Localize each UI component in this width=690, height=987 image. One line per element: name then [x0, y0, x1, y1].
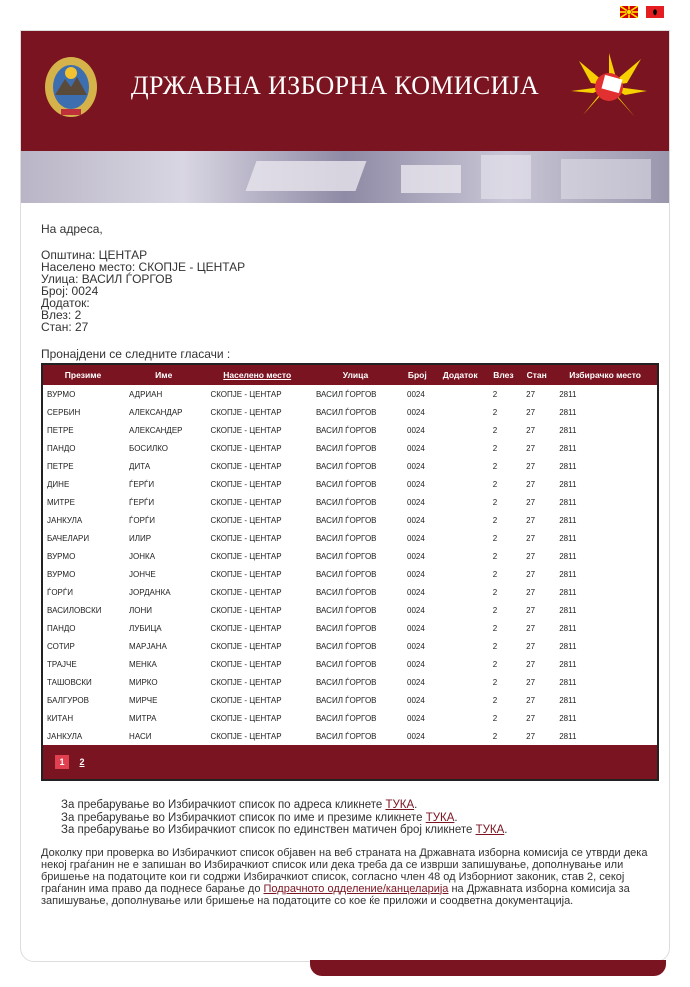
table-row	[43, 475, 657, 493]
table-cell: 0024	[401, 493, 434, 511]
table-cell: 0024	[401, 709, 434, 727]
table-cell	[434, 457, 487, 475]
search-by-address: За пребарување во Избирачкиот список по адреса кликнете ТУКА.	[61, 799, 418, 811]
table-cell	[434, 475, 487, 493]
table-cell: ВУРМО	[43, 385, 123, 403]
search-by-address-link[interactable]: ТУКА	[385, 799, 415, 811]
table-row	[43, 529, 657, 547]
table-cell: 0024	[401, 619, 434, 637]
table-cell: 2	[487, 511, 520, 529]
table-cell: 27	[520, 385, 553, 403]
table-cell: 2	[487, 439, 520, 457]
table-cell: 2811	[553, 601, 657, 619]
table-cell: ПЕТРЕ	[43, 421, 123, 439]
table-cell	[434, 493, 487, 511]
table-cell: МИТРА	[123, 709, 204, 727]
table-cell: СКОПЈЕ - ЦЕНТАР	[204, 673, 310, 691]
table-cell: 27	[520, 547, 553, 565]
voters-table-container	[41, 363, 659, 781]
table-cell: 2811	[553, 637, 657, 655]
search-by-name: За пребарување во Избирачкиот список по име и презиме кликнете ТУКА.	[61, 811, 458, 824]
col-settlement-sort-link[interactable]: Населено место	[223, 370, 292, 380]
address-number: Број: 0024	[41, 284, 99, 298]
table-cell: СКОПЈЕ - ЦЕНТАР	[204, 565, 310, 583]
table-cell: СКОПЈЕ - ЦЕНТАР	[204, 385, 310, 403]
table-cell	[434, 655, 487, 673]
table-cell: СКОПЈЕ - ЦЕНТАР	[204, 709, 310, 727]
table-row	[43, 673, 657, 691]
table-cell: 2	[487, 529, 520, 547]
table-cell: 2	[487, 727, 520, 745]
table-cell: 2811	[553, 421, 657, 439]
table-cell	[434, 385, 487, 403]
macedonian-flag-icon[interactable]	[620, 6, 638, 18]
table-cell: 2811	[553, 457, 657, 475]
table-cell: 2	[487, 565, 520, 583]
table-cell: ВАСИЛ ЃОРГОВ	[310, 673, 401, 691]
table-cell: СОТИР	[43, 637, 123, 655]
header-photo	[21, 141, 669, 203]
table-cell: ПАНДО	[43, 439, 123, 457]
table-cell: 27	[520, 403, 553, 421]
table-cell: 27	[520, 691, 553, 709]
table-cell: СКОПЈЕ - ЦЕНТАР	[204, 637, 310, 655]
table-cell: СКОПЈЕ - ЦЕНТАР	[204, 439, 310, 457]
pagination	[43, 745, 657, 779]
table-cell: ЈАНКУЛА	[43, 511, 123, 529]
table-cell: АДРИАН	[123, 385, 204, 403]
table-cell: 27	[520, 655, 553, 673]
col-addition: Додаток	[442, 370, 478, 380]
table-cell: ВУРМО	[43, 565, 123, 583]
table-cell: 2	[487, 691, 520, 709]
table-cell: 2	[487, 385, 520, 403]
language-switcher	[620, 6, 664, 18]
table-cell: 2	[487, 655, 520, 673]
table-cell: 2	[487, 601, 520, 619]
table-cell	[434, 511, 487, 529]
table-cell: ТАШОВСКИ	[43, 673, 123, 691]
table-cell: 27	[520, 709, 553, 727]
table-cell: СКОПЈЕ - ЦЕНТАР	[204, 493, 310, 511]
table-cell: ВАСИЛ ЃОРГОВ	[310, 727, 401, 745]
albanian-flag-icon[interactable]	[646, 6, 664, 18]
address-municipality: Општина: ЦЕНТАР	[41, 248, 148, 262]
col-apartment: Стан	[526, 370, 547, 380]
table-cell: 2811	[553, 691, 657, 709]
address-intro: На адреса,	[41, 222, 103, 236]
table-cell: 2	[487, 547, 520, 565]
table-cell: БОСИЛКО	[123, 439, 204, 457]
table-cell	[434, 709, 487, 727]
col-street: Улица	[342, 370, 369, 380]
table-row	[43, 583, 657, 601]
table-row	[43, 619, 657, 637]
table-cell: 2811	[553, 709, 657, 727]
table-cell: 0024	[401, 421, 434, 439]
table-cell: ТРАЈЧЕ	[43, 655, 123, 673]
table-cell	[434, 565, 487, 583]
table-row	[43, 421, 657, 439]
table-cell: ВАСИЛ ЃОРГОВ	[310, 547, 401, 565]
table-row	[43, 637, 657, 655]
table-cell	[434, 439, 487, 457]
table-cell: ВУРМО	[43, 547, 123, 565]
footer-bar	[310, 960, 666, 976]
table-cell	[434, 583, 487, 601]
table-cell: 27	[520, 619, 553, 637]
table-cell: 27	[520, 529, 553, 547]
table-cell: 0024	[401, 475, 434, 493]
table-cell: СКОПЈЕ - ЦЕНТАР	[204, 691, 310, 709]
col-entrance: Влез	[493, 370, 514, 380]
site-title: ДРЖАВНА ИЗБОРНА КОМИСИЈА	[130, 71, 540, 100]
table-cell: АЛЕКСАНДАР	[123, 403, 204, 421]
table-cell: ЛОНИ	[123, 601, 204, 619]
table-cell: ДИНЕ	[43, 475, 123, 493]
table-cell: 27	[520, 673, 553, 691]
table-cell: ВАСИЛ ЃОРГОВ	[310, 583, 401, 601]
table-cell	[434, 403, 487, 421]
table-cell: 2811	[553, 619, 657, 637]
table-cell: 2	[487, 457, 520, 475]
table-cell: ВАСИЛ ЃОРГОВ	[310, 691, 401, 709]
table-cell	[434, 529, 487, 547]
table-cell: 2811	[553, 403, 657, 421]
table-cell: 2811	[553, 511, 657, 529]
address-addition: Додаток:	[41, 296, 90, 310]
table-cell: МИРКО	[123, 673, 204, 691]
table-cell	[434, 547, 487, 565]
address-settlement: Населено место: СКОПЈЕ - ЦЕНТАР	[41, 260, 246, 274]
table-cell: ВАСИЛ ЃОРГОВ	[310, 439, 401, 457]
table-cell	[434, 691, 487, 709]
table-row	[43, 547, 657, 565]
address-apartment: Стан: 27	[41, 320, 89, 334]
table-cell: 0024	[401, 583, 434, 601]
table-cell: ЃОРЃИ	[43, 583, 123, 601]
page-container	[20, 30, 670, 962]
search-links	[41, 799, 649, 837]
coat-of-arms-icon	[41, 51, 101, 121]
table-row	[43, 403, 657, 421]
table-cell: 0024	[401, 565, 434, 583]
table-cell: 27	[520, 601, 553, 619]
table-cell: ВАСИЛ ЃОРГОВ	[310, 601, 401, 619]
table-cell: НАСИ	[123, 727, 204, 745]
table-cell: ИЛИР	[123, 529, 204, 547]
col-number: Број	[407, 370, 427, 380]
table-cell: 2811	[553, 493, 657, 511]
table-cell: 2	[487, 619, 520, 637]
table-cell: ВАСИЛ ЃОРГОВ	[310, 493, 401, 511]
table-cell: МИТРЕ	[43, 493, 123, 511]
search-by-id: За пребарување во Избирачкиот список по единствен матичен број кликнете ТУКА.	[61, 824, 508, 836]
address-entrance: Влез: 2	[41, 308, 82, 322]
table-row	[43, 439, 657, 457]
table-cell: 2811	[553, 547, 657, 565]
table-row	[43, 655, 657, 673]
table-cell: СКОПЈЕ - ЦЕНТАР	[204, 457, 310, 475]
site-header	[21, 31, 669, 141]
table-cell	[434, 421, 487, 439]
table-cell: ЈОНЧЕ	[123, 565, 204, 583]
table-cell: ВАСИЛ ЃОРГОВ	[310, 511, 401, 529]
table-cell: ВАСИЛ ЃОРГОВ	[310, 637, 401, 655]
table-cell: СКОПЈЕ - ЦЕНТАР	[204, 655, 310, 673]
regional-office-link[interactable]: Подрачното одделение/канцеларија	[263, 882, 449, 895]
table-cell: 2811	[553, 673, 657, 691]
table-cell: СКОПЈЕ - ЦЕНТАР	[204, 583, 310, 601]
table-cell: СКОПЈЕ - ЦЕНТАР	[204, 421, 310, 439]
table-cell: 27	[520, 457, 553, 475]
table-cell: ПАНДО	[43, 619, 123, 637]
table-cell: МАРЈАНА	[123, 637, 204, 655]
col-surname: Презиме	[64, 370, 102, 380]
table-row	[43, 385, 657, 403]
table-cell: 2811	[553, 583, 657, 601]
table-row	[43, 601, 657, 619]
table-cell: ВАСИЛ ЃОРГОВ	[310, 385, 401, 403]
table-cell: 2	[487, 493, 520, 511]
table-cell: СКОПЈЕ - ЦЕНТАР	[204, 511, 310, 529]
address-street: Улица: ВАСИЛ ЃОРГОВ	[41, 272, 173, 286]
found-voters-label: Пронајдени се следните гласачи :	[41, 347, 231, 361]
table-cell: ВАСИЛ ЃОРГОВ	[310, 457, 401, 475]
table-cell: 2	[487, 673, 520, 691]
table-cell: 0024	[401, 601, 434, 619]
table-cell: ВАСИЛ ЃОРГОВ	[310, 655, 401, 673]
table-cell: 0024	[401, 385, 434, 403]
table-cell	[434, 619, 487, 637]
table-cell: 0024	[401, 439, 434, 457]
table-cell: МЕНКА	[123, 655, 204, 673]
table-cell: 27	[520, 493, 553, 511]
table-cell: 27	[520, 475, 553, 493]
table-cell: 0024	[401, 673, 434, 691]
table-cell: ВАСИЛ ЃОРГОВ	[310, 565, 401, 583]
table-cell: ДИТА	[123, 457, 204, 475]
table-cell: 0024	[401, 655, 434, 673]
table-row	[43, 727, 657, 745]
table-cell: ЈАНКУЛА	[43, 727, 123, 745]
voters-table	[43, 365, 657, 745]
table-cell: ВАСИЛ ЃОРГОВ	[310, 421, 401, 439]
table-cell: 27	[520, 637, 553, 655]
table-cell: 0024	[401, 547, 434, 565]
table-cell	[434, 727, 487, 745]
table-row	[43, 493, 657, 511]
table-cell: 0024	[401, 691, 434, 709]
table-cell: 0024	[401, 529, 434, 547]
table-cell: ВАСИЛОВСКИ	[43, 601, 123, 619]
table-cell: 0024	[401, 727, 434, 745]
table-cell: 0024	[401, 511, 434, 529]
table-cell: СКОПЈЕ - ЦЕНТАР	[204, 727, 310, 745]
table-row	[43, 565, 657, 583]
table-cell: 27	[520, 421, 553, 439]
table-cell: МИРЧЕ	[123, 691, 204, 709]
table-cell: 0024	[401, 637, 434, 655]
table-cell: 2811	[553, 565, 657, 583]
table-cell: ЃЕРЃИ	[123, 475, 204, 493]
table-cell: ВАСИЛ ЃОРГОВ	[310, 529, 401, 547]
table-cell	[434, 637, 487, 655]
table-cell: 2	[487, 475, 520, 493]
col-polling-station: Избирачко место	[569, 370, 641, 380]
address-block	[41, 223, 649, 333]
table-cell	[434, 601, 487, 619]
table-cell: СЕРБИН	[43, 403, 123, 421]
table-cell: ЃЕРЃИ	[123, 493, 204, 511]
table-cell: 27	[520, 565, 553, 583]
table-cell: 27	[520, 583, 553, 601]
table-cell: 27	[520, 511, 553, 529]
table-cell: ВАСИЛ ЃОРГОВ	[310, 403, 401, 421]
table-cell: 2811	[553, 439, 657, 457]
table-cell: 0024	[401, 403, 434, 421]
table-cell: 27	[520, 439, 553, 457]
col-name: Име	[155, 370, 173, 380]
table-cell: ЈОНКА	[123, 547, 204, 565]
table-cell: ЃОРЃИ	[123, 511, 204, 529]
table-cell: 2811	[553, 475, 657, 493]
table-cell: 2	[487, 583, 520, 601]
table-cell: СКОПЈЕ - ЦЕНТАР	[204, 619, 310, 637]
table-cell: 2	[487, 637, 520, 655]
table-cell: ЛУБИЦА	[123, 619, 204, 637]
table-header-row	[43, 365, 657, 385]
table-cell: ЈОРДАНКА	[123, 583, 204, 601]
search-by-name-link[interactable]: ТУКА	[425, 811, 455, 824]
table-cell: 2	[487, 709, 520, 727]
table-cell: ВАСИЛ ЃОРГОВ	[310, 619, 401, 637]
table-cell: 2811	[553, 385, 657, 403]
table-row	[43, 709, 657, 727]
table-cell: КИТАН	[43, 709, 123, 727]
table-cell: 2811	[553, 529, 657, 547]
page-1-button[interactable]: 1	[55, 755, 69, 769]
table-cell: СКОПЈЕ - ЦЕНТАР	[204, 475, 310, 493]
page-2-link[interactable]: 2	[79, 757, 85, 767]
table-cell: 27	[520, 727, 553, 745]
table-cell: СКОПЈЕ - ЦЕНТАР	[204, 529, 310, 547]
table-cell	[434, 673, 487, 691]
table-cell: 2811	[553, 655, 657, 673]
table-cell: ПЕТРЕ	[43, 457, 123, 475]
table-row	[43, 511, 657, 529]
table-cell: СКОПЈЕ - ЦЕНТАР	[204, 403, 310, 421]
election-logo-icon	[569, 51, 649, 121]
table-cell: ВАСИЛ ЃОРГОВ	[310, 709, 401, 727]
table-cell: 2	[487, 403, 520, 421]
table-cell: АЛЕКСАНДЕР	[123, 421, 204, 439]
table-cell: 2811	[553, 727, 657, 745]
table-row	[43, 457, 657, 475]
search-by-id-link[interactable]: ТУКА	[475, 824, 505, 836]
table-cell: 0024	[401, 457, 434, 475]
table-cell: ВАСИЛ ЃОРГОВ	[310, 475, 401, 493]
table-cell: СКОПЈЕ - ЦЕНТАР	[204, 547, 310, 565]
table-cell: БАЛГУРОВ	[43, 691, 123, 709]
table-cell: 2	[487, 421, 520, 439]
table-body	[43, 385, 657, 745]
table-cell: БАЧЕЛАРИ	[43, 529, 123, 547]
table-cell: СКОПЈЕ - ЦЕНТАР	[204, 601, 310, 619]
info-note: Доколку при проверка во Избирачкиот список објавен на веб страната на Државната изборна комисија се утврди дека некој граѓанин не е запишан во Избирачкиот список или дека треба да се изврши запишување, дополнување или бришење на податоците кои ги содржи Избирачкиот список, согласно член 48 од Изборниот законик, став 2, секој граѓанин има право да поднесе барање до Подрачното одделение/канцеларија на Државната изборна комисија за запишување, дополнување или бришење на податоците со кое ќе приложи и соодветна документација.	[41, 846, 648, 907]
table-row	[43, 691, 657, 709]
